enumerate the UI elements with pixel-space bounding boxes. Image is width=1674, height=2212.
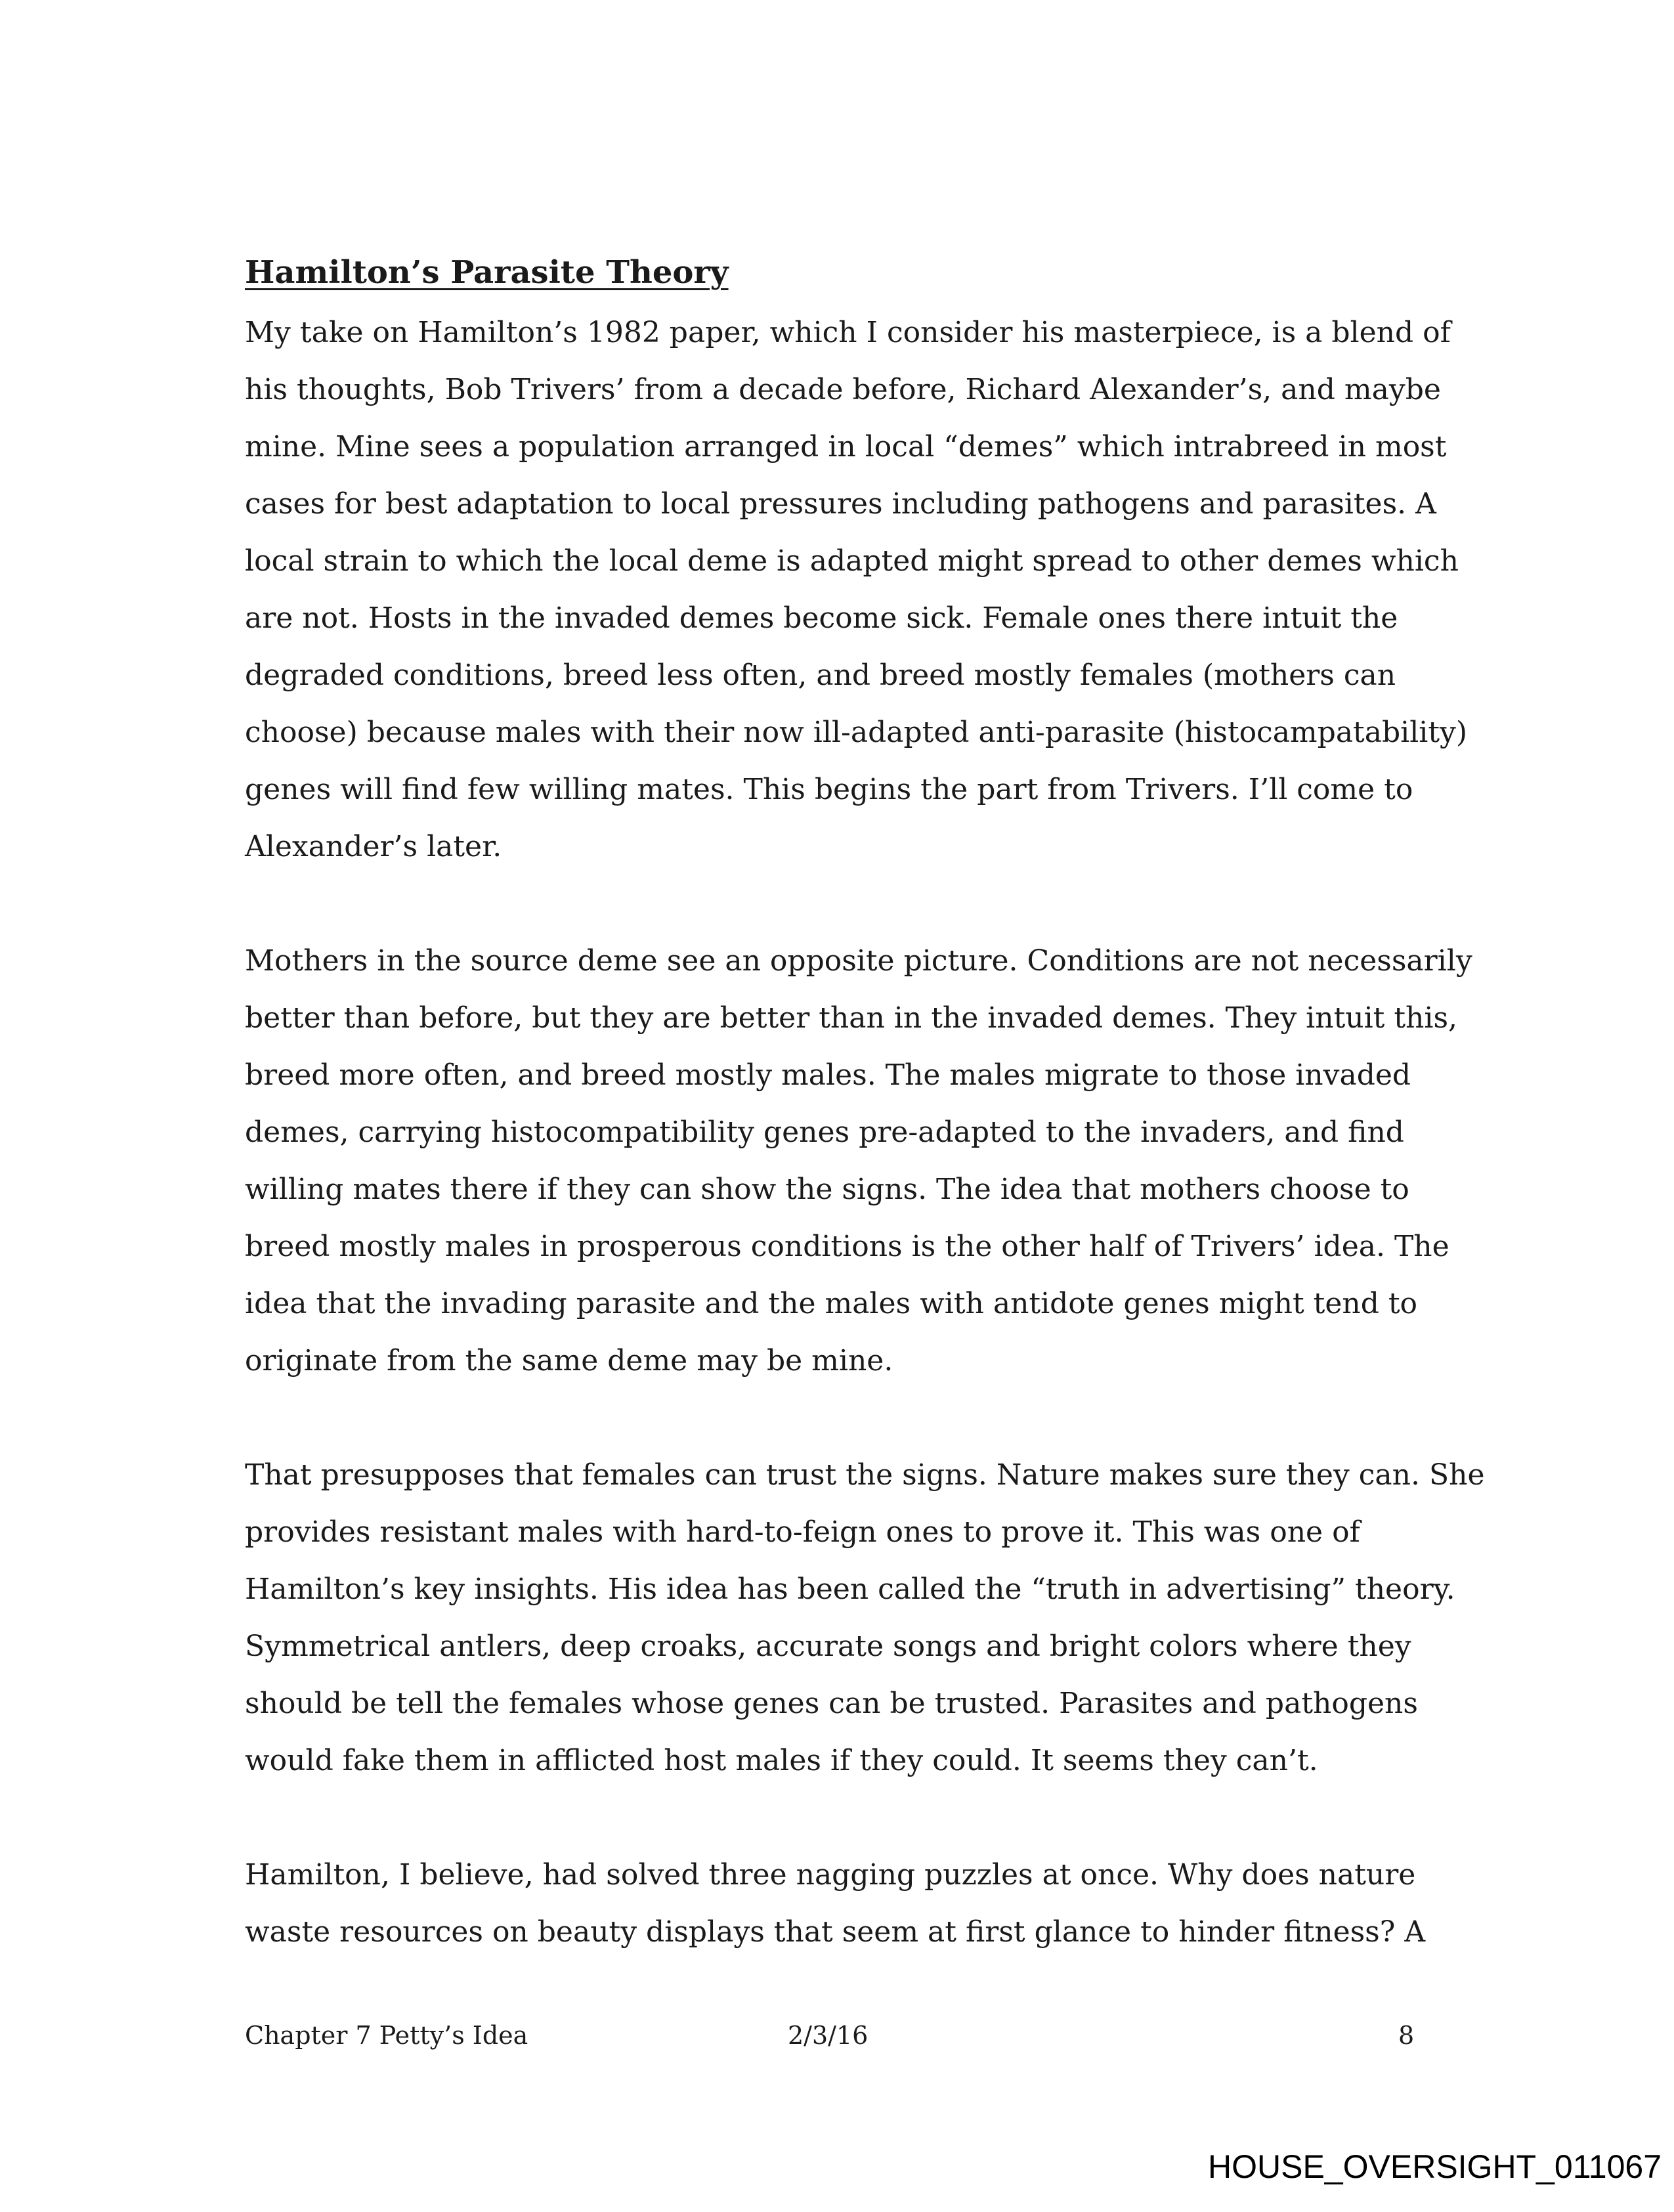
paragraph-2-line-8: originate from the same deme may be mine. [245,1344,893,1377]
paragraph-2-line-7: idea that the invading parasite and the males with antidote genes might tend to [245,1287,1418,1320]
paragraph-1-line-5: local strain to which the local deme is adapted might spread to other demes which [245,544,1459,578]
paragraph-1-line-10: Alexander’s later. [245,830,502,863]
section-title: Hamilton’s Parasite Theory [245,254,729,291]
bates-stamp: HOUSE_OVERSIGHT_011067 [1208,2148,1662,2185]
paragraph-3-line-1: That presupposes that females can trust the signs. Nature makes sure they can. She [245,1458,1485,1492]
paragraph-4-line-1: Hamilton, I believe, had solved three nagging puzzles at once. Why does nature [245,1858,1416,1892]
paragraph-1-line-1: My take on Hamilton’s 1982 paper, which I consider his masterpiece, is a blend of [245,316,1451,349]
paragraph-2-line-5: willing mates there if they can show the signs. The idea that mothers choose to [245,1173,1409,1206]
paragraph-1-line-6: are not. Hosts in the invaded demes become sick. Female ones there intuit the [245,601,1398,635]
paragraph-3-line-6: would fake them in afflicted host males if they could. It seems they can’t. [245,1744,1318,1777]
paragraph-1-line-7: degraded conditions, breed less often, and breed mostly females (mothers can [245,659,1396,692]
paragraph-3-line-3: Hamilton’s key insights. His idea has been called the “truth in advertising” theory. [245,1572,1455,1606]
paragraph-1-line-2: his thoughts, Bob Trivers’ from a decade before, Richard Alexander’s, and maybe [245,373,1441,406]
paragraph-3-line-4: Symmetrical antlers, deep croaks, accurate songs and bright colors where they [245,1630,1411,1663]
paragraph-4-line-2: waste resources on beauty displays that seem at first glance to hinder fitness? A [245,1915,1426,1949]
paragraph-3-line-2: provides resistant males with hard-to-feign ones to prove it. This was one of [245,1515,1360,1549]
footer-date: 2/3/16 [788,2021,869,2050]
paragraph-1-line-3: mine. Mine sees a population arranged in local “demes” which intrabreed in most [245,430,1447,464]
paragraph-2-line-2: better than before, but they are better than in the invaded demes. They intuit this, [245,1001,1458,1035]
footer-page-number: 8 [1398,2021,1415,2050]
paragraph-1-line-9: genes will find few willing mates. This begins the part from Trivers. I’ll come to [245,773,1413,806]
paragraph-2-line-1: Mothers in the source deme see an opposite picture. Conditions are not necessarily [245,944,1472,978]
paragraph-2-line-6: breed mostly males in prosperous conditions is the other half of Trivers’ idea. The [245,1230,1449,1263]
paragraph-2-line-4: demes, carrying histocompatibility genes pre-adapted to the invaders, and find [245,1116,1404,1149]
paragraph-1-line-8: choose) because males with their now ill-adapted anti-parasite (histocampatability) [245,716,1468,749]
paragraph-2-line-3: breed more often, and breed mostly males. The males migrate to those invaded [245,1058,1411,1092]
footer-chapter: Chapter 7 Petty’s Idea [245,2021,528,2050]
paragraph-1-line-4: cases for best adaptation to local pressures including pathogens and parasites. A [245,487,1436,521]
paragraph-3-line-5: should be tell the females whose genes can be trusted. Parasites and pathogens [245,1687,1418,1720]
